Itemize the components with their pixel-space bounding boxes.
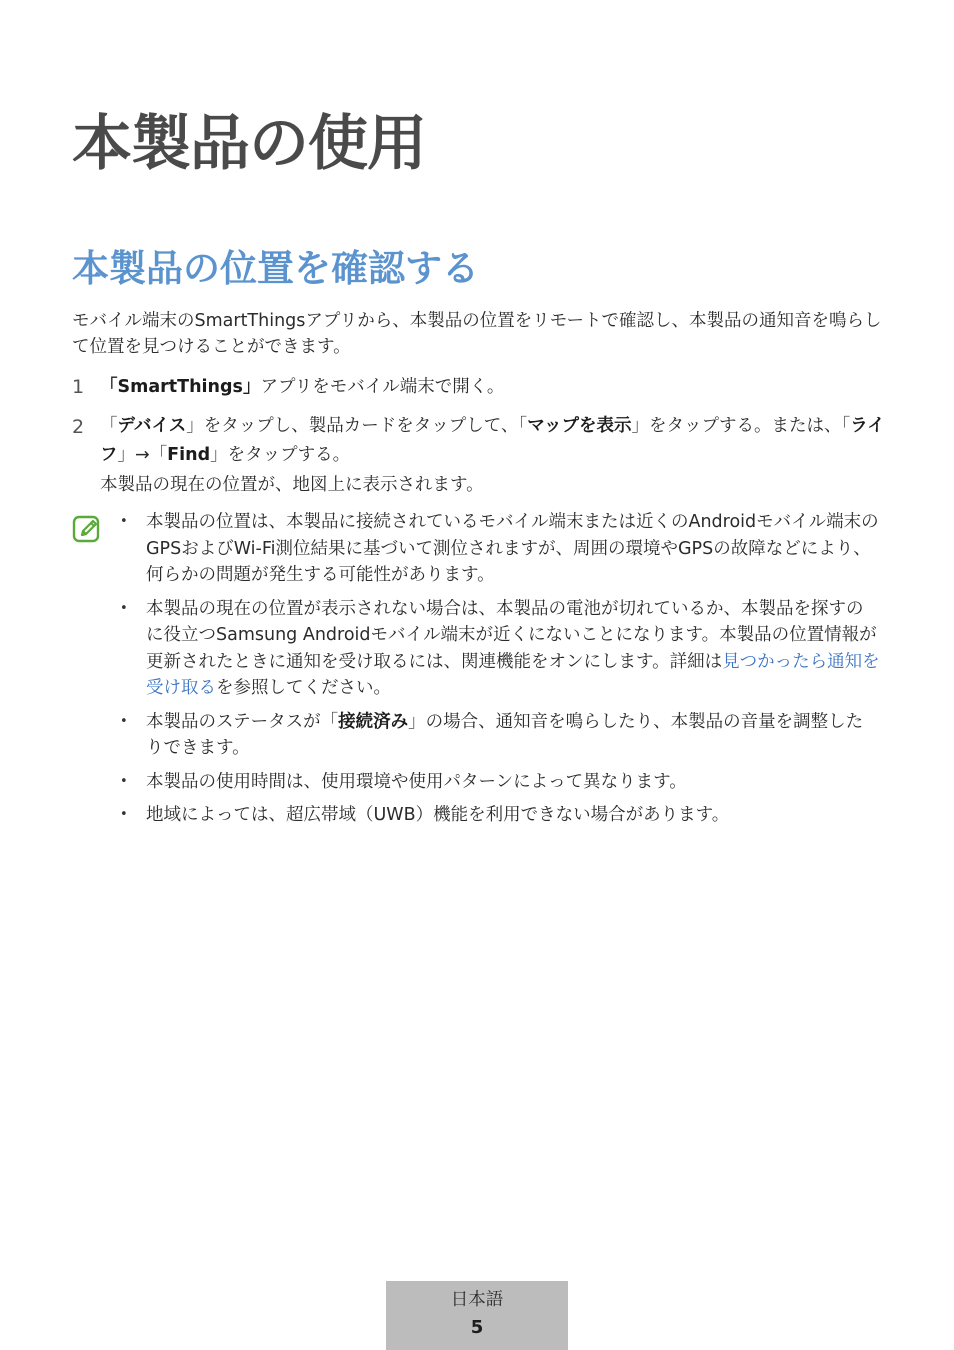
note-item [120,509,880,589]
page-footer [386,1281,568,1350]
note-item [120,596,880,702]
step-2-bracket: 「 [100,416,118,436]
step-2-devices-label: デバイス [117,416,187,436]
note-item-text: 本製品の位置は、本製品に接続されているモバイル端末または近くのAndroidモバイル端末のGPSおよびWi-Fi測位結果に基づいて測位されますが、周囲の環境やGPSの故障などにより、何らかの問題が発生する可能性があります。 [146,512,879,585]
note-item-text: 地域によっては、超広帯域（UWB）機能を利用できない場合があります。 [146,805,730,825]
step-2-text-c: 」をタップする。 [210,444,351,465]
step-2-result: 本製品の現在の位置が、地図上に表示されます。 [100,475,484,495]
step-2-life-label: ライフ [100,416,885,465]
section-title: 本製品の位置を確認する [72,247,479,290]
notes-list [120,509,880,836]
step-2-text-a: 」をタップし、製品カードをタップして、「 [186,416,528,436]
step-1-number: 1 [72,376,85,398]
step-2-text-b: 」をタップする。または、「 [631,416,851,436]
step-2-number: 2 [72,416,85,438]
note-item [120,802,880,829]
step-1-app-name: 「SmartThings」 [100,377,261,397]
note-item-text: 本製品のステータスが「 [146,711,339,732]
step-2-find-label: Find [167,444,211,465]
note-item [120,769,880,796]
footer-language: 日本語 [450,1290,504,1310]
step-1-text [100,373,885,402]
page-title: 本製品の使用 [72,109,426,179]
step-2-arrow: 」→「 [117,444,168,465]
step-2-text [100,412,885,469]
find-notification-link[interactable]: 見つかったら通知を受け取る [146,651,880,698]
note-item-text: 」の場合、通知音を鳴らしたり、本製品の音量を調整したりできます。 [146,711,864,758]
note-item-text: を参照してください。 [216,678,391,698]
note-item-text: 本製品の現在の位置が表示されない場合は、本製品の電池が切れているか、本製品を探すのに役立つSamsung Androidモバイル端末が近くにないことになります。本製品の位置情報が更新されたときに通知を受け取るには、関連機能をオンにします。詳細は [146,598,877,672]
note-item [120,709,880,762]
page-number: 5 [470,1317,484,1338]
step-2-view-map-label: マップを表示 [527,416,632,436]
intro-paragraph: モバイル端末のSmartThingsアプリから、本製品の位置をリモートで確認し、本製品の通知音を鳴らして位置を見つけることができます。 [72,311,882,357]
step-1-instruction: アプリをモバイル端末で開く。 [260,377,505,397]
note-pencil-icon [72,514,102,544]
connected-status-label: 接続済み [338,711,409,732]
note-item-text: 本製品の使用時間は、使用環境や使用パターンによって異なります。 [146,771,687,792]
